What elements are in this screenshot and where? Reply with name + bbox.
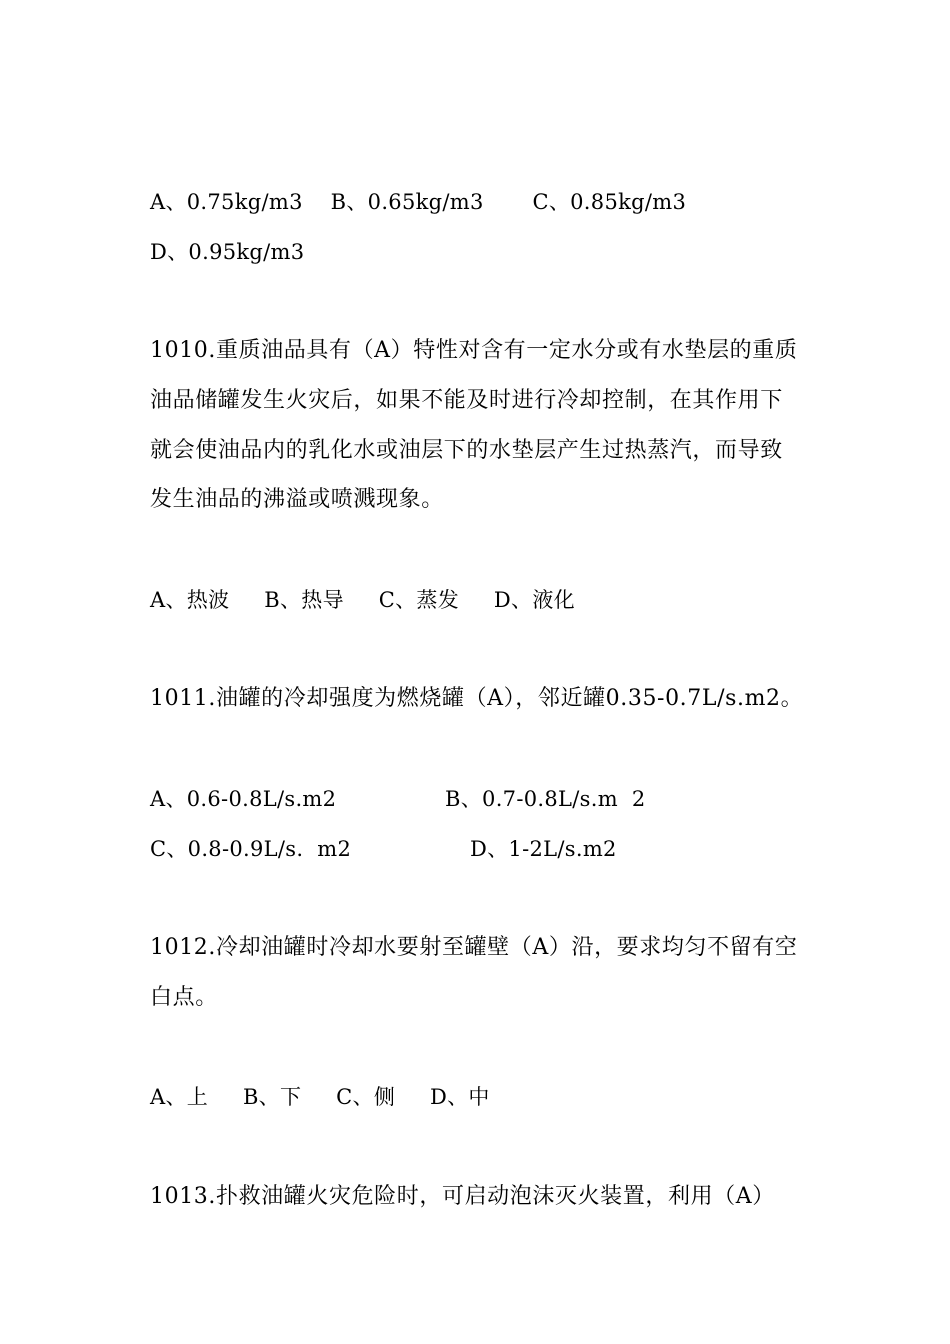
q1011-option-a: A、0.6-0.8L/s.m2 bbox=[150, 787, 337, 811]
q1010-options: A、热波 B、热导 C、蒸发 D、液化 bbox=[150, 588, 575, 612]
q1009-options-line1: A、0.75kg/m3 B、0.65kg/m3 C、0.85kg/m3 bbox=[150, 190, 687, 214]
q1011-option-b: B、0.7-0.8L/s.m 2 bbox=[445, 787, 646, 811]
q1013-text: 1013.扑救油罐火灾危险时，可启动泡沫灭火装置，利用（A） bbox=[150, 1184, 775, 1209]
q1011-text: 1011.油罐的冷却强度为燃烧罐（A），邻近罐0.35-0.7L/s.m2。 bbox=[150, 686, 804, 711]
q1011-option-d: D、1-2L/s.m2 bbox=[470, 837, 617, 861]
q1012-options: A、上 B、下 C、侧 D、中 bbox=[150, 1085, 490, 1109]
q1011-option-c: C、0.8-0.9L/s. m2 bbox=[150, 837, 352, 861]
q1012-text-line2: 白点。 bbox=[150, 985, 218, 1010]
q1010-text-line2: 油品储罐发生火灾后，如果不能及时进行冷却控制，在其作用下 bbox=[150, 388, 783, 413]
q1010-text-line3: 就会使油品内的乳化水或油层下的水垫层产生过热蒸汽，而导致 bbox=[150, 438, 783, 463]
q1009-options-line2: D、0.95kg/m3 bbox=[150, 240, 305, 264]
q1010-text-line1: 1010.重质油品具有（A）特性对含有一定水分或有水垫层的重质 bbox=[150, 338, 798, 363]
q1010-text-line4: 发生油品的沸溢或喷溅现象。 bbox=[150, 487, 444, 512]
q1012-text-line1: 1012.冷却油罐时冷却水要射至罐壁（A）沿，要求均匀不留有空 bbox=[150, 935, 798, 960]
